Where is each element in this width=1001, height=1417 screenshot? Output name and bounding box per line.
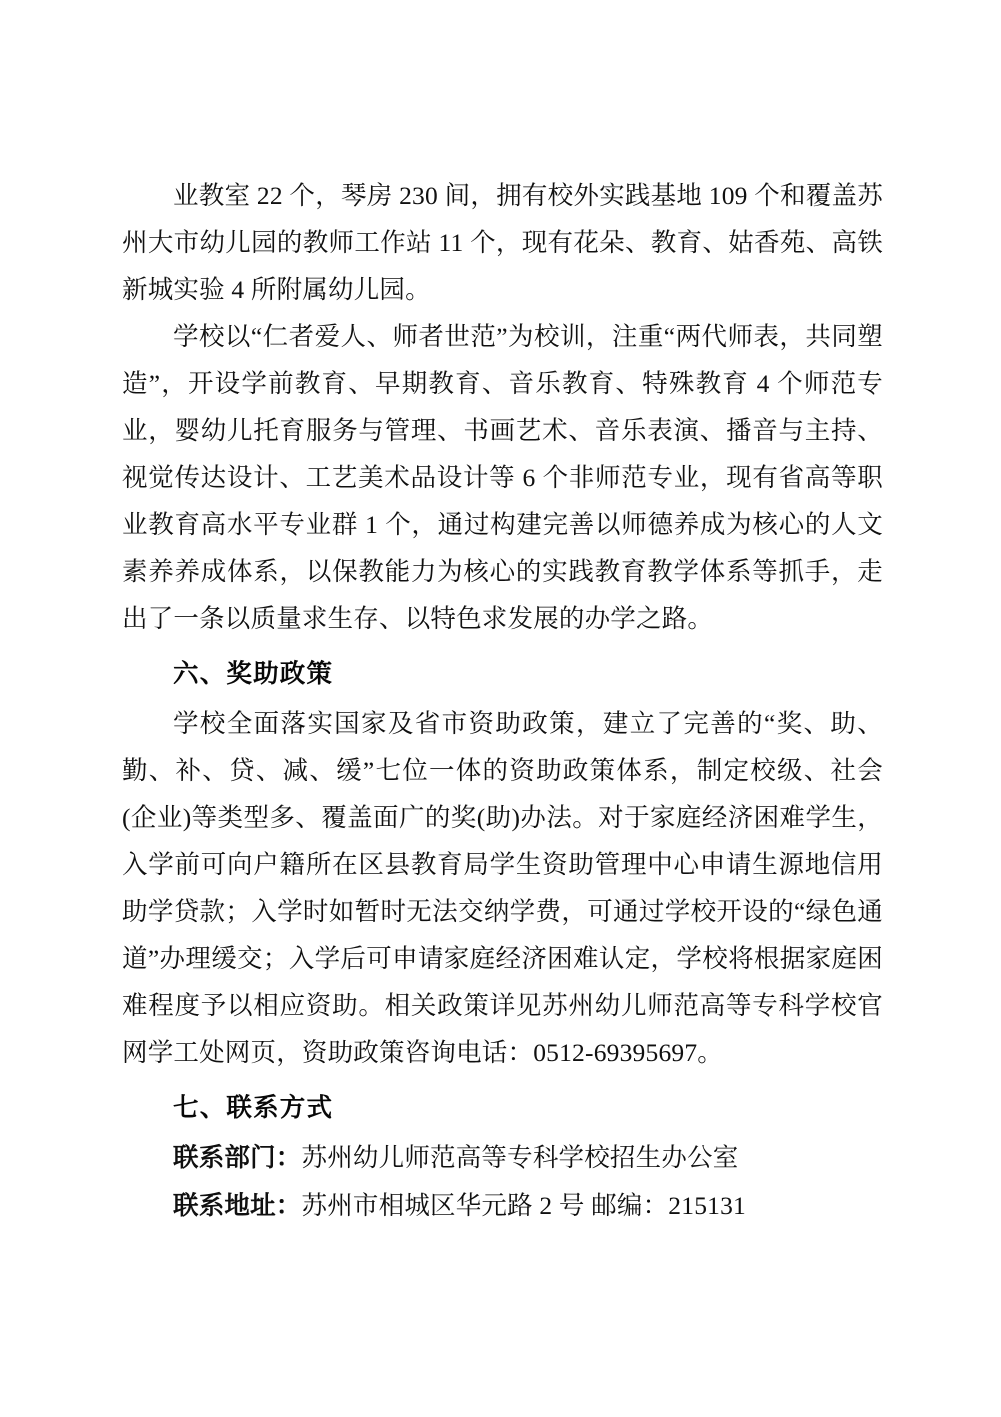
contact-address-value: 苏州市相城区华元路 2 号 邮编：215131 (301, 1191, 746, 1220)
contact-address-label: 联系地址： (173, 1192, 302, 1220)
paragraph-financial-aid: 学校全面落实国家及省市资助政策，建立了完善的“奖、助、勤、补、贷、减、缓”七位一体的资助政策体系，制定校级、社会(企业)等类型多、覆盖面广的奖(助)办法。对于家庭经济困难学生，入学前可向户籍所在区县教育局学生资助管理中心申请生源地信用助学贷款；入学时如暂时无法交纳学费，可通过学校开设的“绿色通道”办理缓交；入学后可申请家庭经济困难认定，学校将根据家庭困难程度予以相应资助。相关政策详见苏州幼儿师范高等专科学校官网学工处网页，资助政策咨询电话：0512-69395697。 (122, 709, 883, 1067)
contact-department-line (122, 1134, 883, 1182)
paragraph-motto-and-majors: 学校以“仁者爱人、师者世范”为校训，注重“两代师表，共同塑造”，开设学前教育、早期教育、音乐教育、特殊教育 4 个师范专业，婴幼儿托育服务与管理、书画艺术、音乐表演、播音与主持、视觉传达设计、工艺美术品设计等 6 个非师范专业，现有省高等职业教育高水平专业群 1 个，通过构建完善以师德养成为核心的人文素养养成体系，以保教能力为核心的实践教育教学体系等抓手，走出了一条以质量求生存、以特色求发展的办学之路。 (122, 322, 883, 633)
paragraph-facilities: 业教室 22 个，琴房 230 间，拥有校外实践基地 109 个和覆盖苏州大市幼儿园的教师工作站 11 个，现有花朵、教育、姑香苑、高铁新城实验 4 所附属幼儿园。 (122, 181, 883, 304)
contact-address-line (122, 1182, 883, 1230)
contact-department-label: 联系部门： (173, 1144, 302, 1172)
contact-department-value: 苏州幼儿师范高等专科学校招生办公室 (301, 1143, 739, 1172)
document-content (122, 172, 883, 1230)
section-heading-seven: 七、联系方式 (173, 1094, 334, 1122)
section-heading-six: 六、奖助政策 (173, 660, 334, 688)
